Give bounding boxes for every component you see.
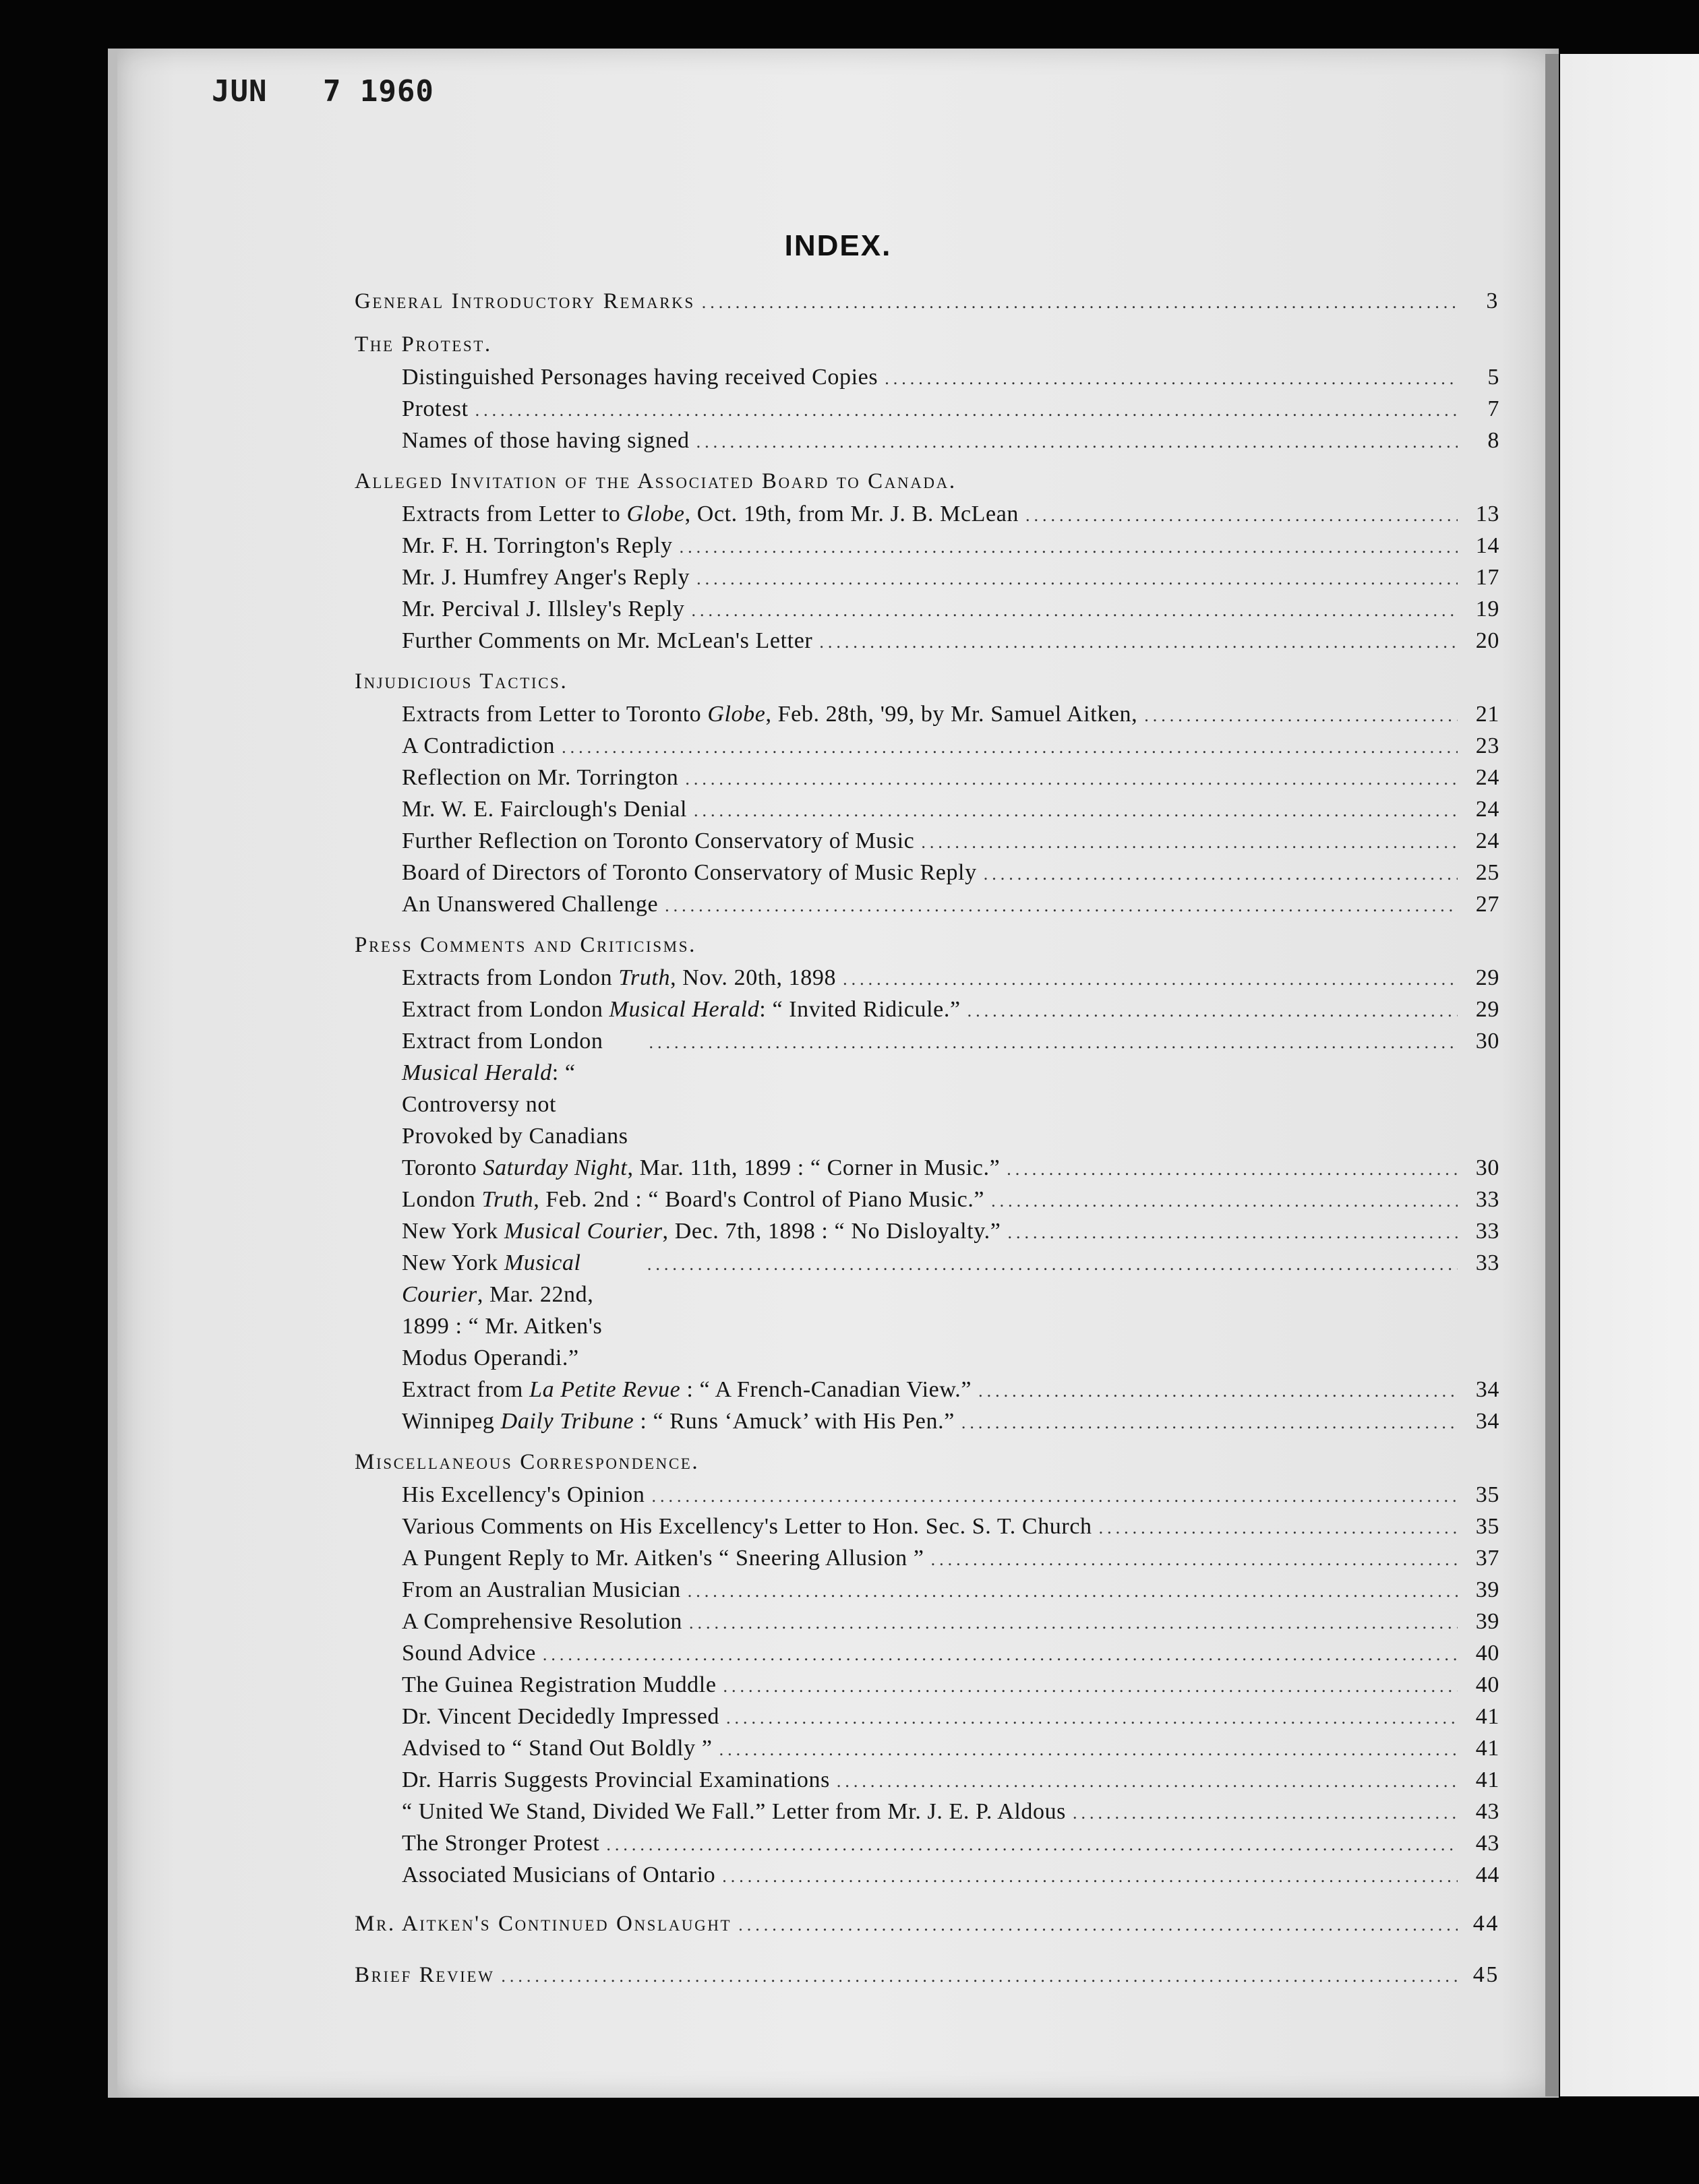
toc-entry[interactable]	[347, 498, 1499, 530]
toc-entry-text: General Introductory Remarks	[355, 289, 695, 313]
toc-entry[interactable]	[347, 530, 1499, 562]
entry-text-tail: , Mar. 22nd, 1899 : “ Mr. Aitken's Modus Operandi.”	[402, 1282, 603, 1370]
entry-text-tail: , Feb. 2nd : “ Board's Control of Piano Music.”	[533, 1187, 985, 1212]
dot-leader	[723, 1670, 1458, 1702]
toc-entry-text: Distinguished Personages having received Copies	[402, 365, 878, 390]
entry-text-tail: , Nov. 20th, 1898	[670, 965, 837, 990]
toc-entry-text	[402, 498, 1019, 530]
toc-entry[interactable]	[347, 994, 1499, 1025]
toc-entry[interactable]	[347, 562, 1499, 593]
toc-page-number: 30	[1475, 1155, 1499, 1180]
toc-page-number: 34	[1475, 1377, 1499, 1402]
dot-leader	[501, 1958, 1458, 1995]
toc-entry-text	[402, 1152, 1000, 1184]
toc-section	[347, 928, 1499, 1437]
dot-leader	[719, 1734, 1458, 1765]
page-edge-shadow	[1545, 54, 1559, 2096]
toc-page-number: 23	[1475, 733, 1499, 758]
entry-text-tail: , Oct. 19th, from Mr. J. B. McLean	[684, 502, 1019, 526]
dot-leader	[722, 1860, 1458, 1892]
entry-text-lead: New York	[402, 1219, 504, 1244]
entry-text-tail: : “ Runs ‘Amuck’ with His Pen.”	[634, 1409, 955, 1434]
toc-page-number: 41	[1475, 1736, 1499, 1761]
entry-text-lead: Extracts from London	[402, 965, 619, 990]
toc-entry[interactable]	[347, 1479, 1499, 1511]
publication-name: Musical Courier	[504, 1219, 663, 1244]
publication-name: Musical Courier	[402, 1250, 581, 1307]
toc-entry[interactable]	[347, 1637, 1499, 1669]
toc-page-number: 39	[1475, 1609, 1499, 1634]
toc-entry-text: Board of Directors of Toronto Conservatory of Music Reply	[402, 860, 977, 885]
toc-entry[interactable]	[347, 1574, 1499, 1606]
toc-entry-text: A Comprehensive Resolution	[402, 1609, 683, 1634]
toc-entry[interactable]	[347, 1405, 1499, 1437]
toc-page-number: 19	[1475, 597, 1499, 621]
toc-entry-text: Advised to “ Stand Out Boldly ”	[402, 1736, 713, 1761]
toc-entry[interactable]	[347, 1764, 1499, 1796]
toc-page-number: 33	[1475, 1250, 1499, 1275]
entry-text-tail: , Mar. 11th, 1899 : “ Corner in Music.”	[627, 1155, 1001, 1180]
toc-entry[interactable]	[347, 857, 1499, 888]
dot-leader	[837, 1765, 1458, 1797]
toc-entry[interactable]	[347, 1701, 1499, 1732]
toc-entry[interactable]	[347, 698, 1499, 730]
toc-entry[interactable]	[347, 1827, 1499, 1859]
toc-entry[interactable]	[347, 1025, 1499, 1152]
toc-page-number: 25	[1475, 860, 1499, 885]
dot-leader	[961, 1407, 1458, 1438]
dot-leader	[1007, 1153, 1458, 1185]
toc-entry[interactable]	[347, 1152, 1499, 1184]
toc-page-number: 37	[1475, 1546, 1499, 1571]
publication-name: Musical Herald	[402, 1060, 552, 1085]
dot-leader	[562, 731, 1458, 763]
table-of-contents	[347, 283, 1499, 1993]
toc-entry-text: “ United We Stand, Divided We Fall.” Letter from Mr. J. E. P. Aldous	[402, 1799, 1067, 1824]
dot-leader	[1007, 1217, 1458, 1248]
dot-leader	[702, 284, 1458, 321]
toc-entry[interactable]	[347, 825, 1499, 857]
dot-leader	[1144, 700, 1458, 731]
toc-entry-text	[402, 698, 1137, 730]
toc-entry[interactable]	[347, 1859, 1499, 1891]
entry-text-lead: Extracts from Letter to	[402, 502, 627, 526]
toc-entry-text: Further Reflection on Toronto Conservatory of Music	[402, 828, 915, 853]
toc-page-number: 35	[1475, 1482, 1499, 1507]
section-heading: Alleged Invitation of the Associated Board to Canada.	[355, 469, 957, 493]
entry-text-lead: Extract from London	[402, 1029, 603, 1054]
entry-text-lead: New York	[402, 1250, 504, 1275]
dot-leader	[978, 1375, 1458, 1407]
dot-leader	[688, 1575, 1458, 1607]
entry-text-tail: : “ A French-Canadian View.”	[680, 1377, 972, 1402]
toc-entry-text	[402, 1025, 642, 1152]
publication-name: Daily Tribune	[500, 1409, 634, 1434]
toc-entry-text: Mr. F. H. Torrington's Reply	[402, 533, 673, 558]
toc-entry-text: The Guinea Registration Muddle	[402, 1672, 717, 1697]
toc-entry-text: Reflection on Mr. Torrington	[402, 765, 679, 790]
toc-entry[interactable]	[347, 730, 1499, 762]
toc-entry-text	[402, 1215, 1001, 1247]
toc-entry[interactable]	[347, 762, 1499, 793]
toc-page-number: 43	[1475, 1799, 1499, 1824]
entry-text-lead: Extract from London	[402, 997, 609, 1022]
toc-page-number: 17	[1475, 565, 1499, 590]
toc-entry[interactable]	[347, 1374, 1499, 1405]
toc-entry[interactable]	[347, 1796, 1499, 1827]
toc-page-number: 39	[1475, 1577, 1499, 1602]
toc-entry-text: Sound Advice	[402, 1641, 536, 1666]
toc-entry-text: Various Comments on His Excellency's Letter to Hon. Sec. S. T. Church	[402, 1514, 1092, 1539]
entry-text-lead: London	[402, 1187, 482, 1212]
toc-page-number: 29	[1475, 997, 1499, 1022]
entry-text-lead: Extract from	[402, 1377, 530, 1402]
toc-entry[interactable]	[347, 888, 1499, 920]
facing-page	[1560, 54, 1699, 2096]
dot-leader	[696, 563, 1458, 595]
toc-page-number: 45	[1472, 1962, 1499, 1987]
entry-text-tail: : “ Invited Ridicule.”	[759, 997, 961, 1022]
toc-entry-text: Further Comments on Mr. McLean's Letter	[402, 628, 813, 653]
toc-entry-text	[402, 1374, 972, 1405]
toc-page-number: 41	[1475, 1704, 1499, 1729]
toc-entry[interactable]	[347, 593, 1499, 625]
publication-name: Globe	[707, 702, 766, 727]
toc-sections	[347, 328, 1499, 1891]
toc-entry-text: Protest	[402, 396, 469, 421]
toc-page-number: 24	[1475, 828, 1499, 853]
dot-leader	[665, 890, 1458, 921]
dot-leader	[696, 426, 1458, 458]
toc-page-number: 3	[1486, 289, 1499, 313]
toc-entry-text	[402, 1184, 984, 1215]
toc-entry[interactable]	[347, 425, 1499, 456]
dot-leader	[475, 394, 1458, 426]
toc-page-number: 43	[1475, 1831, 1499, 1856]
dot-leader	[819, 626, 1458, 658]
toc-page-number: 21	[1475, 702, 1499, 727]
toc-entry-text: His Excellency's Opinion	[402, 1482, 645, 1507]
toc-page-number: 30	[1475, 1029, 1499, 1054]
toc-page-number: 44	[1475, 1862, 1499, 1887]
toc-entry-aitken-onslaught[interactable]	[347, 1906, 1499, 1942]
toc-page-number: 20	[1475, 628, 1499, 653]
toc-page-number: 33	[1475, 1187, 1499, 1212]
toc-entry[interactable]	[347, 1606, 1499, 1637]
toc-entry-general-remarks[interactable]	[347, 283, 1499, 320]
toc-entry[interactable]	[347, 793, 1499, 825]
dot-leader	[649, 1027, 1458, 1058]
toc-entry-text	[402, 962, 836, 994]
dot-leader	[931, 1544, 1458, 1575]
toc-page-number: 27	[1475, 892, 1499, 917]
toc-page-number: 14	[1475, 533, 1499, 558]
dot-leader	[967, 995, 1458, 1027]
toc-entry[interactable]	[347, 1247, 1499, 1374]
toc-entry-text	[402, 1405, 955, 1437]
toc-entry-text: Dr. Harris Suggests Provincial Examinations	[402, 1767, 830, 1792]
toc-page-number: 33	[1475, 1219, 1499, 1244]
toc-entry[interactable]	[347, 962, 1499, 994]
publication-name: Truth	[618, 965, 671, 990]
toc-entry[interactable]	[347, 1215, 1499, 1247]
dot-leader	[689, 1607, 1458, 1639]
dot-leader	[1099, 1512, 1458, 1544]
publication-name: Truth	[481, 1187, 534, 1212]
toc-entry-text: Mr. Percival J. Illsley's Reply	[402, 597, 685, 621]
dot-leader	[726, 1702, 1458, 1734]
toc-entry[interactable]	[347, 1184, 1499, 1215]
dot-leader	[1025, 499, 1458, 531]
toc-entry-text: Mr. W. E. Fairclough's Denial	[402, 797, 687, 822]
dot-leader	[984, 858, 1458, 890]
toc-entry[interactable]	[347, 361, 1499, 393]
toc-entry-text: From an Australian Musician	[402, 1577, 681, 1602]
dot-leader	[843, 963, 1458, 995]
toc-entry-text: A Contradiction	[402, 733, 556, 758]
publication-name: La Petite Revue	[529, 1377, 681, 1402]
publication-name: Globe	[626, 502, 685, 526]
toc-page-number: 41	[1475, 1767, 1499, 1792]
toc-entry-text: Dr. Vincent Decidedly Impressed	[402, 1704, 720, 1729]
toc-page-number: 5	[1487, 365, 1499, 390]
toc-section	[347, 328, 1499, 456]
toc-page-number: 7	[1487, 396, 1499, 421]
dot-leader	[1073, 1797, 1458, 1829]
entry-text-lead: Toronto	[402, 1155, 483, 1180]
dot-leader	[738, 1907, 1458, 1943]
toc-page-number: 29	[1475, 965, 1499, 990]
section-heading: Miscellaneous Correspondence.	[355, 1450, 700, 1474]
toc-entry[interactable]	[347, 1669, 1499, 1701]
toc-entry-text: Mr. Aitken's Continued Onslaught	[355, 1912, 732, 1936]
toc-entry-brief-review[interactable]	[347, 1957, 1499, 1993]
entry-text-lead: Extracts from Letter to Toronto	[402, 702, 708, 727]
publication-name: Musical Herald	[609, 997, 760, 1022]
publication-name: Saturday Night	[483, 1155, 628, 1180]
dot-leader	[651, 1480, 1458, 1512]
toc-page-number: 40	[1475, 1672, 1499, 1697]
toc-page-number: 24	[1475, 765, 1499, 790]
dot-leader	[694, 795, 1458, 826]
toc-page-number: 40	[1475, 1641, 1499, 1666]
entry-text-tail: , Feb. 28th, '99, by Mr. Samuel Aitken,	[765, 702, 1138, 727]
page-title: INDEX.	[784, 229, 892, 262]
toc-section	[347, 665, 1499, 920]
entry-text-tail: , Dec. 7th, 1898 : “ No Disloyalty.”	[662, 1219, 1001, 1244]
entry-text-tail: : “ Controversy not Provoked by Canadians	[402, 1060, 628, 1149]
toc-entry-text: An Unanswered Challenge	[402, 892, 659, 917]
toc-page-number: 8	[1487, 428, 1499, 453]
toc-entry-text: A Pungent Reply to Mr. Aitken's “ Sneering Allusion ”	[402, 1546, 924, 1571]
toc-entry[interactable]	[347, 1511, 1499, 1542]
toc-entry[interactable]	[347, 1732, 1499, 1764]
dot-leader	[991, 1185, 1458, 1217]
toc-entry-text: The Stronger Protest	[402, 1831, 600, 1856]
toc-entry-text: Associated Musicians of Ontario	[402, 1862, 716, 1887]
date-stamp: JUN 7 1960	[212, 74, 434, 109]
toc-section	[347, 464, 1499, 657]
toc-page-number: 44	[1472, 1911, 1499, 1936]
dot-leader	[543, 1639, 1458, 1670]
toc-entry[interactable]	[347, 1542, 1499, 1574]
document-page	[108, 49, 1559, 2098]
toc-page-number: 13	[1475, 502, 1499, 526]
toc-entry[interactable]	[347, 393, 1499, 425]
section-heading: Press Comments and Criticisms.	[355, 933, 696, 957]
dot-leader	[685, 763, 1458, 795]
section-heading: The Protest.	[355, 332, 492, 357]
toc-section	[347, 1445, 1499, 1891]
dot-leader	[691, 595, 1458, 626]
dot-leader	[647, 1248, 1458, 1280]
dot-leader	[921, 826, 1458, 858]
dot-leader	[680, 531, 1458, 563]
toc-entry-text: Mr. J. Humfrey Anger's Reply	[402, 565, 690, 590]
toc-page-number: 35	[1475, 1514, 1499, 1539]
toc-page-number: 34	[1475, 1409, 1499, 1434]
toc-entry-text	[402, 1247, 640, 1374]
dot-leader	[606, 1829, 1458, 1860]
toc-entry[interactable]	[347, 625, 1499, 657]
toc-entry-text	[402, 994, 961, 1025]
entry-text-lead: Winnipeg	[402, 1409, 501, 1434]
toc-entry-text: Names of those having signed	[402, 428, 690, 453]
dot-leader	[885, 363, 1458, 394]
toc-page-number: 24	[1475, 797, 1499, 822]
toc-entry-text: Brief Review	[355, 1963, 495, 1987]
section-heading: Injudicious Tactics.	[355, 669, 568, 694]
